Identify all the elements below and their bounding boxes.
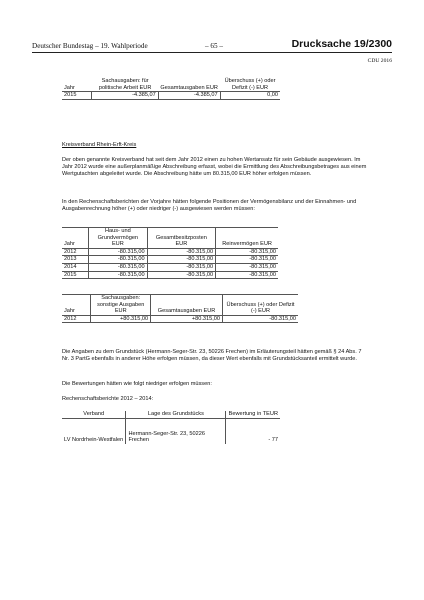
t2-r3-c1: -80.315,00 bbox=[89, 271, 147, 279]
section-heading bbox=[62, 142, 368, 149]
t3-h-ueber: Überschuss (+) oder Defizit (-) EUR bbox=[223, 295, 298, 316]
t2-h-besitz: Gesamtbesitzposten EUR bbox=[147, 228, 216, 249]
table-row bbox=[62, 92, 280, 100]
t2-r0-c3: -80.315,00 bbox=[216, 248, 278, 256]
para1-text: Der oben genannte Kreisverband hat seit dem Jahr 2012 einen zu hohen Wertansatz für sein Gebäude ausgewiesen. Im Jahr 2012 wurde eine außerplanmäßige Abschreibung erfasst, wobei die Ermittlung des Abschreibungsbetrages aus einem Wertgutachten abgeleitet wurde. Die Abschreibung hätte um 80.315,00 EUR höher erfolgen müssen. bbox=[62, 157, 367, 178]
header-left: Deutscher Bundestag – 19. Wahlperiode bbox=[32, 42, 148, 50]
table1-wrap bbox=[62, 78, 368, 100]
doc-number: 2300 bbox=[368, 38, 392, 50]
t2-h-rein: Reinvermögen EUR bbox=[216, 228, 278, 249]
table2 bbox=[62, 227, 278, 279]
t4-h-bewertung: Bewertung in TEUR bbox=[226, 411, 280, 418]
table-row bbox=[62, 271, 278, 279]
t4-h-lage: Lage des Grundstücks bbox=[126, 411, 226, 418]
table4-wrap bbox=[62, 411, 368, 444]
t1-r0-c0: 2015 bbox=[62, 92, 92, 100]
para2-text: In den Rechenschaftsberichten der Vorjahre hätten folgende Positionen der Vermögensbilanz und der Einnahmen- und Ausgabenrechnung höher (+) oder niedriger (-) ausgewiesen werden müssen: bbox=[62, 199, 357, 213]
t1-h-ueber: Überschuss (+) oder Defizit (-) EUR bbox=[224, 78, 276, 91]
t2-r2-c2: -80.315,00 bbox=[147, 263, 216, 271]
table-row bbox=[62, 315, 298, 323]
t2-h-jahr: Jahr bbox=[62, 228, 89, 249]
doc-prefix: Drucksache 19/ bbox=[291, 38, 369, 50]
t1-r0-c3: 0,00 bbox=[220, 92, 280, 100]
table-row bbox=[62, 256, 278, 264]
heading-text: Kreisverband Rhein-Erft-Kreis bbox=[62, 142, 137, 148]
paragraph-2 bbox=[62, 199, 368, 213]
t2-r3-c3: -80.315,00 bbox=[216, 271, 278, 279]
t4-r0-c1: Hermann-Seger-Str. 23, 50226 Frechen bbox=[126, 418, 226, 444]
t2-r3-c0: 2015 bbox=[62, 271, 89, 279]
paragraph-5 bbox=[62, 396, 368, 403]
t4-h-verband: Verband bbox=[62, 411, 126, 418]
table1 bbox=[62, 78, 280, 100]
t3-h-jahr: Jahr bbox=[62, 295, 91, 316]
party-year: CDU 2016 bbox=[367, 58, 392, 64]
table-row bbox=[62, 263, 278, 271]
t2-r1-c0: 2013 bbox=[62, 256, 89, 264]
document-number bbox=[292, 38, 392, 50]
t2-r1-c3: -80.315,00 bbox=[216, 256, 278, 264]
t1-r0-c1: -4.385,07 bbox=[92, 92, 158, 100]
t3-h-gesamt: Gesamtausgaben EUR bbox=[151, 295, 223, 316]
page-number: – 65 – bbox=[205, 42, 223, 50]
t2-r0-c0: 2012 bbox=[62, 248, 89, 256]
paragraph-1 bbox=[62, 157, 368, 179]
table4 bbox=[62, 411, 280, 444]
t4-r0-c0: LV Nordrhein-Westfalen bbox=[62, 418, 126, 444]
table2-wrap bbox=[62, 227, 368, 279]
paragraph-4 bbox=[62, 381, 368, 388]
table-row bbox=[62, 248, 278, 256]
t2-r2-c1: -80.315,00 bbox=[89, 263, 147, 271]
table3 bbox=[62, 294, 298, 323]
t2-r0-c2: -80.315,00 bbox=[147, 248, 216, 256]
para4-text: Die Bewertungen hätten wie folgt niedriger erfolgen müssen: bbox=[62, 381, 212, 387]
t1-h-sach: Sachausgaben: für politische Arbeit EUR bbox=[98, 78, 152, 91]
t2-r1-c2: -80.315,00 bbox=[147, 256, 216, 264]
para3-text: Die Angaben zu dem Grundstück (Hermann-Seger-Str. 23, 50226 Frechen) im Erläuterungsteil hätten gemäß § 24 Abs. 7 Nr. 3 PartG ebenfalls in anderer Höhe erfolgen müssen, da dieser Wert ebenfalls mit Grundstücksanteil ermittelt wurde. bbox=[62, 349, 362, 363]
para5-text: Rechenschaftsberichte 2012 – 2014: bbox=[62, 396, 154, 402]
paragraph-3 bbox=[62, 349, 368, 363]
t3-r0-c1: +80.315,00 bbox=[91, 315, 151, 323]
t1-h-jahr: Jahr bbox=[64, 84, 75, 91]
t2-r1-c1: -80.315,00 bbox=[89, 256, 147, 264]
t1-r0-c2: -4.385,07 bbox=[158, 92, 220, 100]
t3-r0-c0: 2012 bbox=[62, 315, 91, 323]
t2-r2-c0: 2014 bbox=[62, 263, 89, 271]
t3-r0-c3: -80.315,00 bbox=[223, 315, 298, 323]
t1-h-gesamt: Gesamtausgaben EUR bbox=[160, 84, 218, 91]
t2-r2-c3: -80.315,00 bbox=[216, 263, 278, 271]
t2-r0-c1: -80.315,00 bbox=[89, 248, 147, 256]
t3-r0-c2: +80.315,00 bbox=[151, 315, 223, 323]
table3-wrap bbox=[62, 294, 368, 323]
t3-h-sach: Sachausgaben: sonstige Ausgaben EUR bbox=[91, 295, 151, 316]
t2-h-haus: Haus- und Grundvermögen EUR bbox=[89, 228, 147, 249]
table-row bbox=[62, 418, 280, 444]
header-rule bbox=[32, 52, 392, 53]
t2-r3-c2: -80.315,00 bbox=[147, 271, 216, 279]
t4-r0-c2: - 77 bbox=[226, 418, 280, 444]
